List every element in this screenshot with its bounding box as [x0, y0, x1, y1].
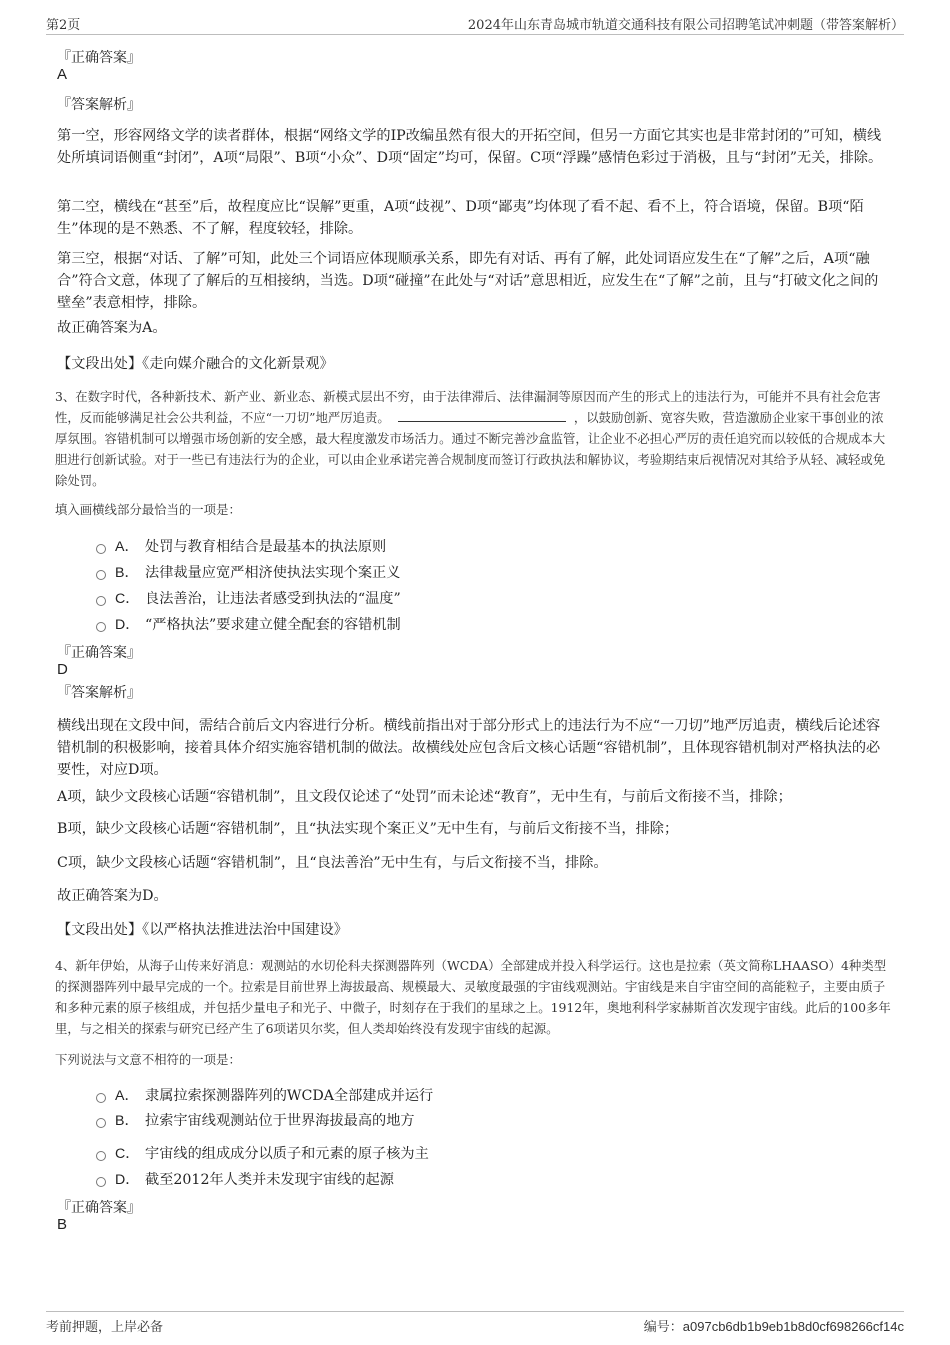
question-3-prompt: 填入画横线部分最恰当的一项是： [55, 502, 241, 517]
source-citation: 【文段出处】《走向媒介融合的文化新景观》 [57, 356, 334, 372]
option-a[interactable]: A． 处罚与教育相结合是最基本的执法原则 [96, 536, 386, 556]
option-b[interactable]: B． 拉索宇宙线观测站位于世界海拔最高的地方 [96, 1110, 415, 1130]
radio-icon[interactable] [96, 622, 106, 632]
radio-icon[interactable] [96, 1118, 106, 1128]
analysis-paragraph: A项，缺少文段核心话题“容错机制”，且文段仅论述了“处罚”而未论述“教育”，无中生有，与前后文衔接不当，排除； [57, 789, 792, 805]
option-a[interactable]: A． 隶属拉索探测器阵列的WCDA全部建成并运行 [96, 1085, 433, 1105]
option-b[interactable]: B． 法律裁量应宽严相济使执法实现个案正义 [96, 562, 400, 582]
source-citation: 【文段出处】《以严格执法推进法治中国建设》 [57, 922, 348, 938]
answer-label: 『正确答案』 [57, 1200, 141, 1216]
radio-icon[interactable] [96, 1177, 106, 1187]
page-footer [46, 1311, 904, 1336]
answer-value: A [57, 66, 68, 83]
question-3-text: 3、在数字时代，各种新技术、新产业、新业态、新模式层出不穷，由于法律滞后、法律漏洞等原因而产生的形式上的违法行为，可能并不具有社会危害性，反而能够满足社会公共利益，不应“一刀切”地严厉追责。 ，以鼓励创新、宽容失败，营造激励企业家干事创业的浓厚氛围。容错机制可以增强市场创新的安全感，最大程度激发市场活力。通过不断完善沙盒监管，让企业不必担心严厉的责任追究而以较低的合规成本大胆进行创新试验。对于一些已有违法行为的企业，可以由企业承诺完善合规制度而签订行政执法和解协议，考验期结束后视情况对其给予从轻、减轻或免除处罚。 [55, 389, 886, 488]
question-4-text: 4、新年伊始，从海子山传来好消息：观测站的水切伦科夫探测器阵列（WCDA）全部建成并投入科学运行。这也是拉索（英文简称LHAASO）4种类型的探测器阵列中最早完成的一个。拉索是目前世界上海拔最高、规模最大、灵敏度最强的宇宙线观测站。宇宙线是来自宇宙空间的高能粒子，主要由质子和多种元素的原子核组成，并包括少量电子和光子、中微子，时刻存在于我们的星球之上。1912年，奥地利科学家赫斯首次发现宇宙线。此后的100多年里，与之相关的探索与研究已经产生了6项诺贝尔奖，但人类却始终没有发现宇宙线的起源。 [55, 958, 891, 1036]
analysis-paragraph: 横线出现在文段中间，需结合前后文内容进行分析。横线前指出对于部分形式上的违法行为不应“一刀切”地严厉追责，横线后论述容错机制的积极影响，接着具体介绍实施容错机制的做法。故横线处应包含后文核心话题“容错机制”，且体现容错机制对严格执法的必要性，对应D项。 [57, 718, 881, 778]
option-d[interactable]: D． 截至2012年人类并未发现宇宙线的起源 [96, 1169, 394, 1189]
question-4-prompt: 下列说法与文意不相符的一项是： [55, 1052, 241, 1067]
page-header [46, 14, 904, 35]
analysis-paragraph: 第一空，形容网络文学的读者群体，根据“网络文学的IP改编虽然有很大的开拓空间，但另一方面它其实也是非常封闭的”可知，横线处所填词语侧重“封闭”，A项“局限”、B项“小众”、D项“固定”均可，保留。C项“浮躁”感情色彩过于消极，且与“封闭”无关，排除。 [57, 128, 883, 166]
document-id: 编号：a097cb6db1b9eb1b8d0cf698266cf14c [643, 1319, 904, 1334]
radio-icon[interactable] [96, 596, 106, 606]
radio-icon[interactable] [96, 544, 106, 554]
analysis-conclusion: 故正确答案为A。 [57, 320, 167, 336]
answer-value: B [57, 1216, 68, 1233]
answer-label: 『正确答案』 [57, 50, 141, 66]
page-number: 第2页 [46, 18, 81, 33]
answer-label: 『正确答案』 [57, 645, 141, 661]
analysis-paragraph: 第三空，根据“对话、了解”可知，此处三个词语应体现顺承关系，即先有对话、再有了解，此处词语应发生在“了解”之后，A项“融合”符合文意，体现了了解后的互相接纳，当选。D项“碰撞”在此处与“对话”意思相近，应发生在“了解”之前，且与“打破文化之间的壁垒”表意相悖，排除。 [57, 251, 879, 311]
analysis-label: 『答案解析』 [57, 97, 141, 113]
analysis-paragraph: B项，缺少文段核心话题“容错机制”，且“执法实现个案正义”无中生有，与前后文衔接不当，排除； [57, 821, 679, 837]
radio-icon[interactable] [96, 1093, 106, 1103]
analysis-label: 『答案解析』 [57, 685, 141, 701]
analysis-conclusion: 故正确答案为D。 [57, 888, 168, 904]
option-d[interactable]: D． “严格执法”要求建立健全配套的容错机制 [96, 614, 401, 634]
option-c[interactable]: C． 宇宙线的组成成分以质子和元素的原子核为主 [96, 1143, 429, 1163]
answer-value: D [57, 661, 68, 678]
radio-icon[interactable] [96, 570, 106, 580]
answer-blank [398, 409, 566, 422]
analysis-paragraph: C项，缺少文段核心话题“容错机制”，且“良法善治”无中生有，与后文衔接不当，排除。 [57, 855, 608, 871]
option-c[interactable]: C． 良法善治，让违法者感受到执法的“温度” [96, 588, 401, 608]
analysis-paragraph: 第二空，横线在“甚至”后，故程度应比“误解”更重，A项“歧视”、D项“鄙夷”均体现了看不起、看不上，符合语境，保留。B项“陌生”体现的是不熟悉、不了解，程度较轻，排除。 [57, 199, 864, 237]
document-title: 2024年山东青岛城市轨道交通科技有限公司招聘笔试冲刺题（带答案解析） [467, 18, 904, 33]
radio-icon[interactable] [96, 1151, 106, 1161]
footer-slogan: 考前押题，上岸必备 [46, 1320, 164, 1335]
